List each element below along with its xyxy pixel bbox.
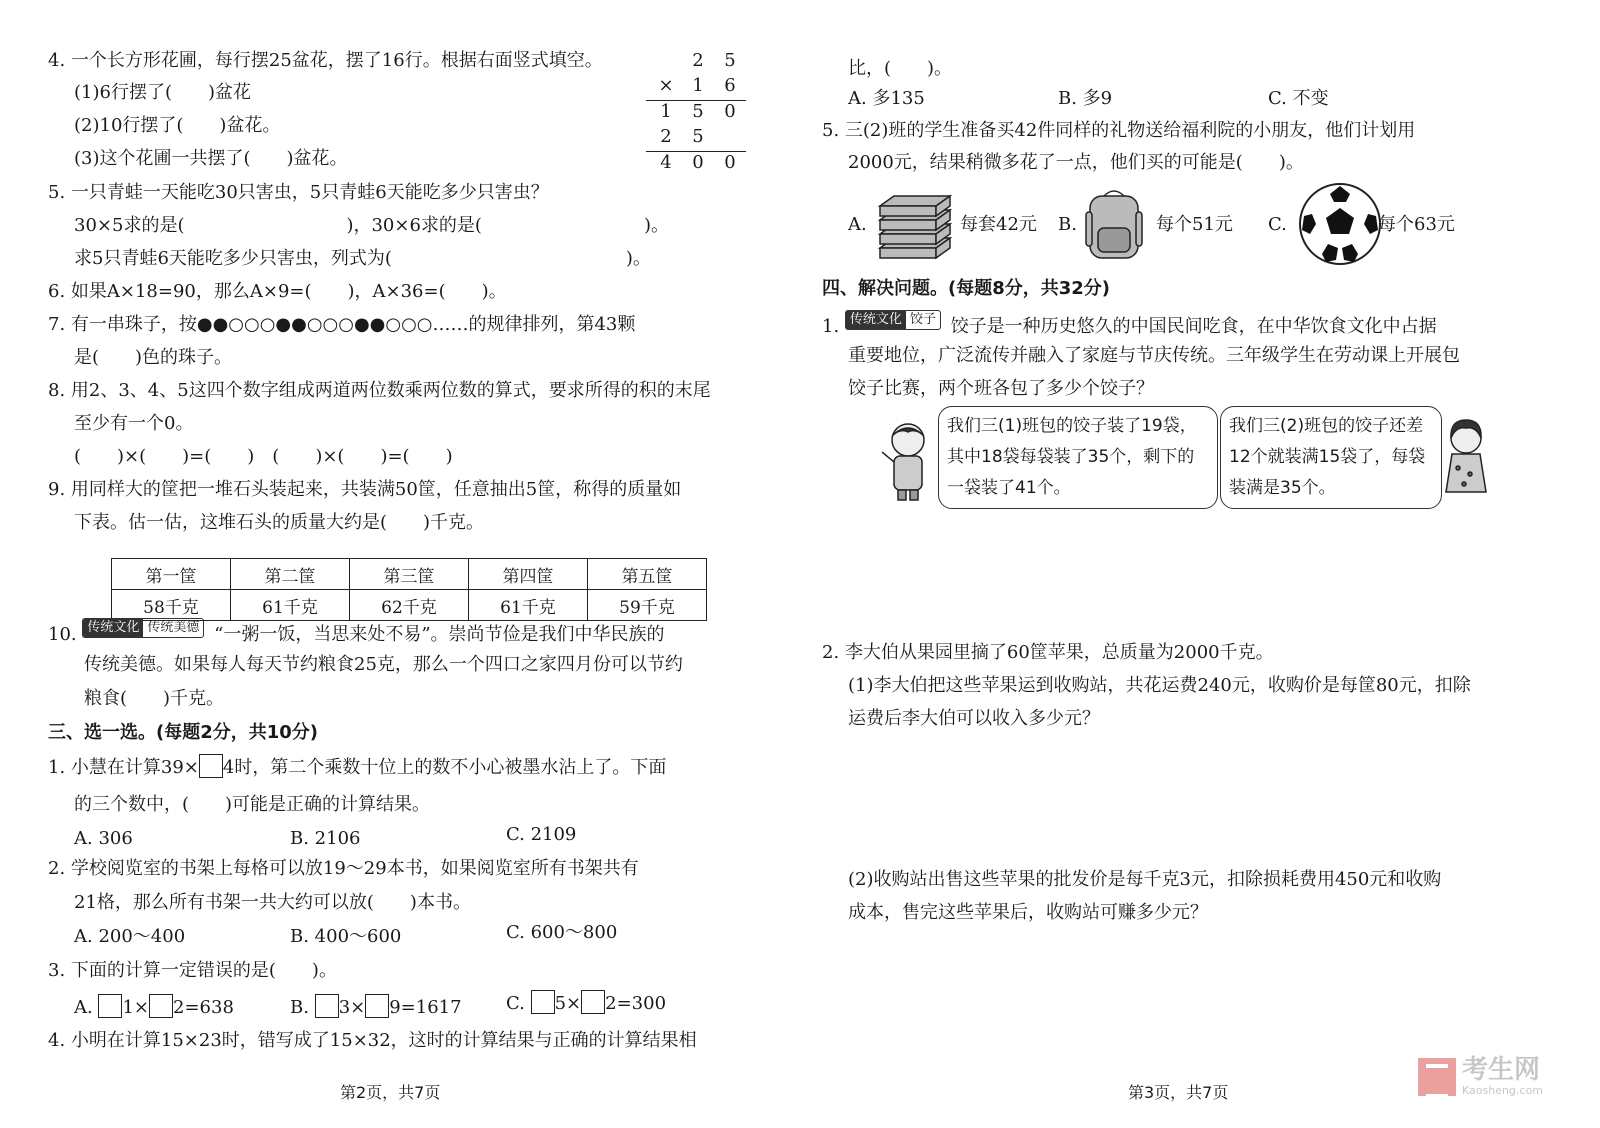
boy-illustration — [878, 418, 936, 502]
vm-times: × — [658, 75, 674, 96]
blank-box — [365, 994, 389, 1018]
s5-price-a: 每套42元 — [960, 214, 1037, 235]
ink-box — [199, 754, 223, 778]
table-row — [112, 559, 707, 590]
tag-dark-label: 传统文化 — [846, 311, 906, 329]
q10-line2: 传统美德。如果每人每天节约粮食25克，那么一个四口之家四月份可以节约 — [84, 654, 683, 675]
q7-line2: 是( )色的珠子。 — [74, 347, 233, 368]
s2-line2: 21格，那么所有书架一共大约可以放( )本书。 — [74, 892, 471, 913]
culture-tag — [845, 310, 941, 330]
s5-option-b: B. — [1058, 214, 1077, 235]
bubble-line: 12个就装满15袋了，每袋 — [1229, 447, 1426, 467]
s2-option-a: A. 200～400 — [74, 926, 186, 947]
blank-box — [149, 994, 173, 1018]
q5-line2: 30×5求的是( )，30×6求的是( )。 — [74, 215, 669, 236]
p2-stem: 2. 李大伯从果园里摘了60筐苹果，总质量为2000千克。 — [822, 642, 1274, 663]
girl-illustration — [1440, 414, 1492, 500]
s1-option-b: B. 2106 — [290, 828, 361, 849]
s5-line2: 2000元，结果稍微多花了一点，他们买的可能是( )。 — [848, 152, 1304, 173]
q8-line3: ( )×( )=( ) ( )×( )=( ) — [74, 446, 453, 467]
table-cell: 62千克 — [350, 590, 469, 621]
table-cell: 61千克 — [469, 590, 588, 621]
q4-sub1: (1)6行摆了( )盆花 — [74, 82, 251, 103]
p1-line3: 饺子比赛，两个班各包了多少个饺子？ — [848, 378, 1154, 399]
s1-option-a: A. 306 — [74, 828, 133, 849]
vm-digit: 2 — [660, 126, 672, 147]
watermark — [1418, 1056, 1543, 1097]
page-footer-left: 第2页，共7页 — [340, 1083, 441, 1102]
blank-box — [315, 994, 339, 1018]
s5-option-a: A. — [848, 214, 867, 235]
s3-a-mid: 1× — [122, 997, 150, 1018]
q9-line1: 9. 用同样大的筐把一堆石头装起来，共装满50筐，任意抽出5筐，称得的质量如 — [48, 479, 682, 500]
s4-option-a: A. 多135 — [848, 88, 925, 109]
p1-number: 1. — [822, 316, 840, 337]
stone-weight-table — [111, 558, 707, 621]
table-header: 第二筐 — [231, 559, 350, 590]
s3-option-b — [290, 994, 462, 1021]
s2-option-b: B. 400～600 — [290, 926, 402, 947]
vm-row5 — [646, 151, 746, 177]
s1-line2: 的三个数中，( )可能是正确的计算结果。 — [74, 794, 431, 815]
p1-line1 — [822, 310, 1437, 340]
vm-digit: 5 — [724, 50, 736, 71]
tag-light-label: 传统美德 — [147, 620, 200, 635]
s5-price-b: 每个51元 — [1156, 214, 1233, 235]
tag-dark-label: 传统文化 — [83, 619, 143, 637]
table-cell: 59千克 — [588, 590, 707, 621]
s2-line1: 2. 学校阅览室的书架上每格可以放19～29本书，如果阅览室所有书架共有 — [48, 858, 639, 879]
vm-row1 — [646, 50, 746, 75]
culture-tag — [82, 618, 204, 638]
s3-option-a — [74, 994, 234, 1021]
book-stack-icon — [874, 182, 954, 264]
vm-digit: 6 — [724, 75, 736, 96]
s1-text-b: 4时，第二个乘数十位上的数不小心被墨水沾上了。下面 — [222, 757, 667, 778]
q10-text: “一粥一饭，当思来处不易”。崇尚节俭是我们中华民族的 — [214, 624, 665, 645]
speech-bubble-class2 — [1220, 406, 1442, 509]
blank-box — [98, 994, 122, 1018]
s1-text-a: 1. 小慧在计算39× — [48, 757, 199, 778]
watermark-text — [1462, 1056, 1543, 1097]
q7-line1: 7. 有一串珠子，按●●○○○●●○○○●●○○○……的规律排列，第43颗 — [48, 314, 636, 335]
q4-sub3: (3)这个花圃一共摆了( )盆花。 — [74, 148, 348, 169]
s3-stem: 3. 下面的计算一定错误的是( )。 — [48, 960, 337, 981]
q10-line1 — [48, 618, 665, 648]
q4-sub2: (2)10行摆了( )盆花。 — [74, 115, 281, 136]
bubble-line: 我们三(1)班包的饺子装了19袋， — [947, 416, 1197, 436]
q10-line3: 粮食( )千克。 — [84, 688, 225, 709]
section-4-title: 四、解决问题。(每题8分，共32分) — [822, 278, 1111, 299]
vm-digit: 2 — [692, 50, 704, 71]
vm-row3 — [646, 100, 746, 126]
q9-line2: 下表。估一估，这堆石头的质量大约是( )千克。 — [74, 512, 485, 533]
vertical-multiplication — [646, 50, 746, 177]
vm-digit: 0 — [724, 101, 736, 122]
blank-box — [581, 990, 605, 1014]
section-3-title: 三、选一选。(每题2分，共10分) — [48, 722, 319, 743]
table-header: 第五筐 — [588, 559, 707, 590]
vm-row4 — [646, 126, 746, 151]
s3-c-end: 2=300 — [605, 993, 667, 1014]
p2-q2-line2: 成本，售完这些苹果后，收购站可赚多少元？ — [848, 902, 1208, 923]
q5-line3: 求5只青蛙6天能吃多少只害虫，列式为( )。 — [74, 248, 651, 269]
s1-option-c: C. 2109 — [506, 824, 577, 845]
s3-b-end: 9=1617 — [389, 997, 462, 1018]
tag-light-label: 饺子 — [909, 312, 936, 327]
bubble-line: 一袋装了41个。 — [947, 478, 1071, 498]
s4-option-b: B. 多9 — [1058, 88, 1113, 109]
watermark-cn: 考生网 — [1462, 1055, 1541, 1085]
q6: 6. 如果A×18=90，那么A×9=( )，A×36=( )。 — [48, 281, 507, 302]
vm-digit: 0 — [692, 152, 704, 173]
table-cell: 58千克 — [112, 590, 231, 621]
p1-text: 饺子是一种历史悠久的中国民间吃食，在中华饮食文化中占据 — [950, 316, 1437, 337]
s3-c-mid: 5× — [554, 993, 582, 1014]
bubble-line: 其中18袋每袋装了35个，剩下的 — [947, 447, 1195, 467]
vm-digit: 1 — [660, 101, 672, 122]
vm-digit: 5 — [692, 101, 704, 122]
q10-number: 10. — [48, 624, 77, 645]
soccer-ball-icon — [1298, 182, 1382, 266]
s4-option-c: C. 不变 — [1268, 88, 1329, 109]
s3-b-mid: 3× — [338, 997, 366, 1018]
s3-a-end: 2=638 — [173, 997, 234, 1018]
bubble-line: 我们三(2)班包的饺子还差 — [1229, 416, 1424, 436]
vm-row2 — [646, 75, 746, 100]
table-header: 第四筐 — [469, 559, 588, 590]
q4-stem: 4. 一个长方形花圃，每行摆25盆花，摆了16行。根据右面竖式填空。 — [48, 50, 603, 71]
vm-digit: 4 — [660, 152, 672, 173]
speech-bubble-class1 — [938, 406, 1218, 509]
s1-line1 — [48, 754, 666, 781]
s5-line1: 5. 三(2)班的学生准备买42件同样的礼物送给福利院的小朋友，他们计划用 — [822, 120, 1416, 141]
q8-line1: 8. 用2、3、4、5这四个数字组成两道两位数乘两位数的算式，要求所得的积的末尾 — [48, 380, 711, 401]
page-footer-right: 第3页，共7页 — [1128, 1083, 1229, 1102]
p2-q1-line2: 运费后李大伯可以收入多少元？ — [848, 708, 1100, 729]
s4-continued: 比，( )。 — [848, 58, 953, 79]
q5-stem: 5. 一只青蛙一天能吃30只害虫，5只青蛙6天能吃多少只害虫？ — [48, 182, 549, 203]
table-header: 第三筐 — [350, 559, 469, 590]
table-row — [112, 590, 707, 621]
s3-c-label: C. — [506, 993, 525, 1014]
watermark-en: Kaosheng.com — [1462, 1084, 1543, 1097]
s4-line1: 4. 小明在计算15×23时，错写成了15×32，这时的计算结果与正确的计算结果相 — [48, 1030, 697, 1051]
vm-digit: 5 — [692, 126, 704, 147]
s3-option-c — [506, 990, 666, 1017]
kaosheng-logo-icon — [1418, 1058, 1456, 1096]
p2-q1-line1: (1)李大伯把这些苹果运到收购站，共花运费240元，收购价是每筐80元，扣除 — [848, 675, 1471, 696]
bubble-line: 装满是35个。 — [1229, 478, 1336, 498]
s5-option-c: C. — [1268, 214, 1287, 235]
vm-digit: 0 — [724, 152, 736, 173]
table-header: 第一筐 — [112, 559, 231, 590]
vm-digit: 1 — [692, 75, 704, 96]
blank-box — [531, 990, 555, 1014]
backpack-icon — [1082, 184, 1146, 264]
s2-option-c: C. 600～800 — [506, 922, 618, 943]
s5-price-c: 每个63元 — [1378, 214, 1455, 235]
p2-q2-line1: (2)收购站出售这些苹果的批发价是每千克3元，扣除损耗费用450元和收购 — [848, 869, 1442, 890]
q8-line2: 至少有一个0。 — [74, 413, 194, 434]
s3-a-label: A. — [74, 997, 93, 1018]
s3-b-label: B. — [290, 997, 309, 1018]
p1-line2: 重要地位，广泛流传并融入了家庭与节庆传统。三年级学生在劳动课上开展包 — [848, 345, 1460, 366]
table-cell: 61千克 — [231, 590, 350, 621]
